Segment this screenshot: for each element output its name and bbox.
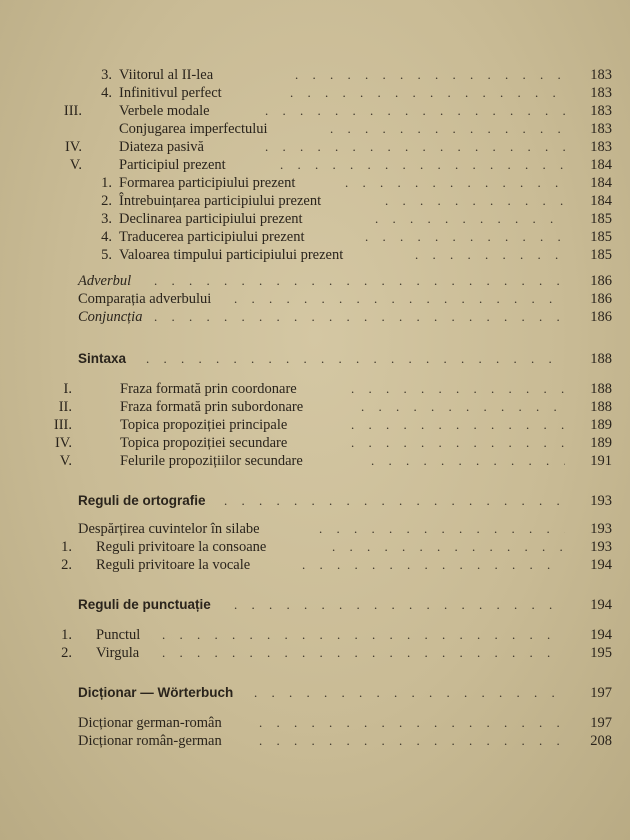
toc-entry-number: IV. [54, 435, 72, 451]
toc-entry-title: Topica propoziției principale [120, 417, 288, 433]
toc-entry [0, 380, 630, 398]
toc-entry-number: 5. [101, 247, 112, 263]
dot-leader [259, 732, 565, 750]
dot-leader [351, 380, 565, 398]
toc-entry [0, 272, 630, 290]
toc-entry-page-number: 183 [590, 67, 612, 83]
toc-entry [0, 210, 630, 228]
dot-leader [295, 66, 565, 84]
toc-entry [0, 452, 630, 470]
toc-entry-page-number: 193 [590, 521, 612, 537]
dot-leader [365, 228, 565, 246]
toc-entry-page-number: 186 [590, 309, 612, 325]
dot-leader [319, 520, 565, 538]
toc-entry-title: Declinarea participiului prezent [119, 211, 303, 227]
toc-entry-title: Dicționar român-german [78, 733, 222, 749]
toc-entry-title: Formarea participiului prezent [119, 175, 296, 191]
toc-entry-page-number: 185 [590, 211, 612, 227]
dot-leader [234, 596, 565, 614]
toc-entry-number: 1. [101, 175, 112, 191]
toc-entry-page-number: 191 [590, 453, 612, 469]
dot-leader [259, 714, 565, 732]
toc-entry-title: Reguli privitoare la vocale [96, 557, 251, 573]
toc-entry [0, 492, 630, 510]
toc-entry-number: 1. [61, 539, 72, 555]
toc-entry-title: Reguli de punctuație [78, 597, 211, 612]
toc-entry-title: Reguli privitoare la consoane [96, 539, 267, 555]
toc-entry [0, 556, 630, 574]
dot-leader [345, 174, 565, 192]
toc-entry-page-number: 208 [590, 733, 612, 749]
toc-entry-title: Adverbul [78, 273, 132, 289]
dot-leader [415, 246, 565, 264]
dot-leader [290, 84, 565, 102]
toc-entry [0, 174, 630, 192]
toc-entry-page-number: 195 [590, 645, 612, 661]
toc-entry-title: Comparația adverbului [78, 291, 212, 307]
toc-entry-title: Despărțirea cuvintelor în silabe [78, 521, 260, 537]
toc-entry-page-number: 188 [590, 399, 612, 415]
toc-entry-number: III. [53, 417, 72, 433]
toc-entry-page-number: 183 [590, 85, 612, 101]
toc-entry-page-number: 183 [590, 103, 612, 119]
toc-entry-title: Fraza formată prin subordonare [120, 399, 304, 415]
dot-leader [332, 538, 565, 556]
toc-entry [0, 596, 630, 614]
dot-leader [330, 120, 565, 138]
toc-entry-title: Infinitivul perfect [119, 85, 222, 101]
dot-leader [385, 192, 565, 210]
toc-entry [0, 538, 630, 556]
toc-entry [0, 66, 630, 84]
toc-entry-page-number: 184 [590, 193, 612, 209]
toc-entry-title: Traducerea participiului prezent [119, 229, 305, 245]
toc-entry-page-number: 197 [590, 685, 612, 701]
toc-entry-page-number: 193 [590, 493, 612, 509]
toc-entry [0, 308, 630, 326]
toc-entry [0, 350, 630, 368]
dot-leader [234, 290, 565, 308]
toc-entry [0, 684, 630, 702]
toc-entry-title: Felurile propozițiilor secundare [120, 453, 303, 469]
toc-entry [0, 732, 630, 750]
toc-entry-page-number: 183 [590, 139, 612, 155]
toc-entry-page-number: 185 [590, 247, 612, 263]
toc-entry-title: Punctul [96, 627, 141, 643]
toc-entry-title: Virgula [96, 645, 140, 661]
toc-entry-number: 2. [61, 557, 72, 573]
toc-entry [0, 434, 630, 452]
toc-entry-page-number: 184 [590, 175, 612, 191]
toc-entry-number: II. [58, 399, 72, 415]
toc-entry-title: Verbele modale [119, 103, 210, 119]
dot-leader [351, 434, 565, 452]
toc-entry-title: Conjugarea imperfectului [119, 121, 268, 137]
toc-entry-page-number: 183 [590, 121, 612, 137]
toc-entry-title: Întrebuințarea participiului prezent [119, 193, 322, 209]
dot-leader [146, 350, 565, 368]
toc-entry [0, 398, 630, 416]
toc-entry [0, 644, 630, 662]
toc-entry-page-number: 186 [590, 291, 612, 307]
toc-entry-page-number: 189 [590, 417, 612, 433]
toc-entry-title: Valoarea timpului participiului prezent [119, 247, 344, 263]
toc-entry-number: 3. [101, 211, 112, 227]
dot-leader [375, 210, 565, 228]
toc-entry-page-number: 194 [590, 597, 612, 613]
toc-entry [0, 120, 630, 138]
toc-entry-page-number: 184 [590, 157, 612, 173]
toc-entry-title: Fraza formată prin coordonare [120, 381, 297, 397]
toc-entry-title: Dicționar — Wörterbuch [78, 685, 234, 700]
toc-entry [0, 290, 630, 308]
dot-leader [302, 556, 565, 574]
dot-leader [351, 416, 565, 434]
toc-entry-number: I. [63, 381, 72, 397]
dot-leader [265, 102, 565, 120]
toc-entry-page-number: 185 [590, 229, 612, 245]
dot-leader [162, 626, 565, 644]
toc-entry-number: 1. [61, 627, 72, 643]
toc-entry [0, 138, 630, 156]
toc-entry-page-number: 193 [590, 539, 612, 555]
toc-entry-page-number: 194 [590, 557, 612, 573]
toc-entry-title: Sintaxa [78, 351, 127, 366]
toc-entry-number: 3. [101, 67, 112, 83]
dot-leader [154, 272, 565, 290]
toc-entry-title: Participiul prezent [119, 157, 226, 173]
dot-leader [361, 398, 565, 416]
toc-entry-number: V. [69, 157, 82, 173]
toc-entry [0, 84, 630, 102]
toc-entry-title: Diateza pasivă [119, 139, 204, 155]
toc-entry-number: IV. [64, 139, 82, 155]
toc-entry-title: Dicționar german-român [78, 715, 222, 731]
dot-leader [280, 156, 565, 174]
toc-entry [0, 156, 630, 174]
toc-entry-page-number: 189 [590, 435, 612, 451]
toc-entry-title: Conjuncția [78, 309, 143, 325]
toc-entry-number: 4. [101, 85, 112, 101]
toc-entry [0, 192, 630, 210]
toc-entry-title: Reguli de ortografie [78, 493, 206, 508]
toc-entry [0, 714, 630, 732]
toc-entry-number: V. [59, 453, 72, 469]
toc-entry [0, 228, 630, 246]
toc-entry-title: Viitorul al II-lea [119, 67, 214, 83]
toc-entry [0, 416, 630, 434]
toc-entry-page-number: 188 [590, 351, 612, 367]
toc-entry-page-number: 186 [590, 273, 612, 289]
toc-entry-title: Topica propoziției secundare [120, 435, 288, 451]
dot-leader [224, 492, 565, 510]
toc-entry [0, 626, 630, 644]
toc-entry-number: 4. [101, 229, 112, 245]
toc-entry [0, 246, 630, 264]
toc-entry-page-number: 194 [590, 627, 612, 643]
toc-entry-number: 2. [101, 193, 112, 209]
dot-leader [154, 308, 565, 326]
dot-leader [371, 452, 565, 470]
toc-entry [0, 520, 630, 538]
toc-entry-page-number: 197 [590, 715, 612, 731]
toc-entry [0, 102, 630, 120]
dot-leader [265, 138, 565, 156]
dot-leader [162, 644, 565, 662]
toc-entry-number: III. [63, 103, 82, 119]
dot-leader [254, 684, 565, 702]
toc-entry-page-number: 188 [590, 381, 612, 397]
toc-entry-number: 2. [61, 645, 72, 661]
